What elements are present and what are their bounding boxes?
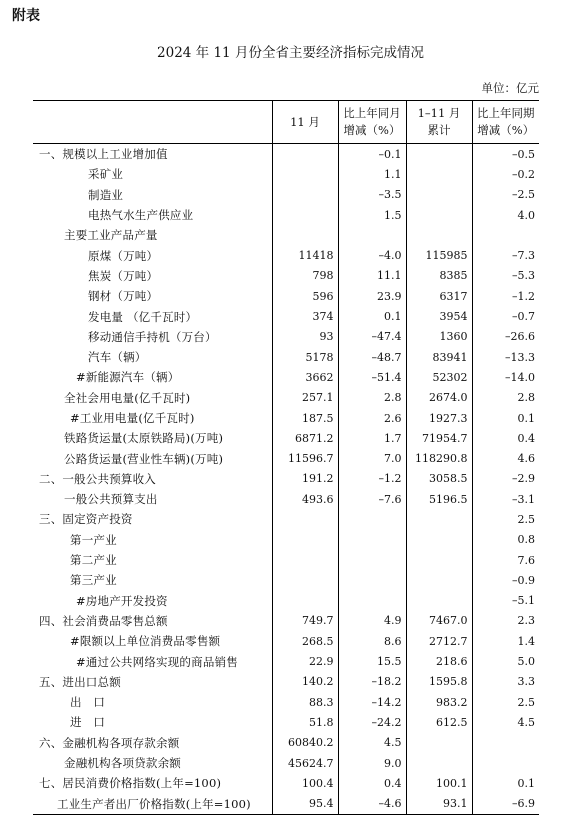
cell-yoy-month: –7.6 <box>338 489 406 509</box>
cell-yoy-month: 2.8 <box>338 388 406 408</box>
row-label: #通过公共网络实现的商品销售 <box>76 654 238 669</box>
row-label: 二、一般公共预算收入 <box>39 471 156 486</box>
cell-cumulative: 5196.5 <box>406 489 472 509</box>
cell-cumulative: 100.1 <box>406 773 472 793</box>
cell-november <box>272 509 338 529</box>
cell-yoy-month: 23.9 <box>338 286 406 306</box>
cell-cumulative <box>406 733 472 753</box>
cell-yoy-month: 11.1 <box>338 266 406 286</box>
cell-cumulative: 118290.8 <box>406 448 472 468</box>
table-row <box>33 489 539 509</box>
cell-cumulative: 115985 <box>406 245 472 265</box>
cell-yoy-period: –0.5 <box>472 144 539 165</box>
table-row <box>33 306 539 326</box>
column-header-line: 累计 <box>427 123 451 137</box>
row-label: 三、固定资产投资 <box>39 512 133 527</box>
cell-yoy-period: 0.8 <box>472 530 539 550</box>
column-header-yoy-period <box>472 101 539 144</box>
cell-yoy-month: 1.1 <box>338 164 406 184</box>
cell-yoy-period: 2.5 <box>472 509 539 529</box>
table-row <box>33 550 539 570</box>
table-row <box>33 672 539 692</box>
cell-cumulative <box>406 550 472 570</box>
row-label: 全社会用电量(亿千瓦时) <box>64 390 191 405</box>
cell-november: 191.2 <box>272 469 338 489</box>
row-label: 第三产业 <box>70 573 117 588</box>
cell-november <box>272 205 338 225</box>
cell-november <box>272 550 338 570</box>
cell-yoy-period <box>472 225 539 245</box>
table-row <box>33 388 539 408</box>
cell-cumulative: 93.1 <box>406 794 472 815</box>
cell-yoy-period: 4.0 <box>472 205 539 225</box>
cell-yoy-period: 0.1 <box>472 408 539 428</box>
cell-november: 596 <box>272 286 338 306</box>
table-row <box>33 631 539 651</box>
row-label: 钢材（万吨） <box>88 289 159 304</box>
cell-cumulative <box>406 591 472 611</box>
cell-yoy-period: 2.3 <box>472 611 539 631</box>
table-row <box>33 712 539 732</box>
cell-yoy-period: –26.6 <box>472 327 539 347</box>
table-row <box>33 347 539 367</box>
table-row <box>33 733 539 753</box>
column-header-line: 增减（%） <box>343 123 401 137</box>
table-row <box>33 327 539 347</box>
row-label: #限额以上单位消费品零售额 <box>70 634 221 649</box>
cell-november <box>272 530 338 550</box>
cell-cumulative: 2712.7 <box>406 631 472 651</box>
row-label: 发电量 （亿千瓦时） <box>88 309 198 324</box>
table-body <box>33 144 539 815</box>
table-header-row <box>33 101 539 144</box>
cell-yoy-period: –7.3 <box>472 245 539 265</box>
cell-yoy-month: –48.7 <box>338 347 406 367</box>
cell-cumulative: 3058.5 <box>406 469 472 489</box>
cell-november: 51.8 <box>272 712 338 732</box>
cell-cumulative <box>406 164 472 184</box>
table-row <box>33 753 539 773</box>
cell-yoy-month: 2.6 <box>338 408 406 428</box>
cell-cumulative <box>406 530 472 550</box>
cell-cumulative: 71954.7 <box>406 428 472 448</box>
cell-cumulative: 612.5 <box>406 712 472 732</box>
cell-cumulative <box>406 753 472 773</box>
cell-yoy-period: –13.3 <box>472 347 539 367</box>
page-title: 2024 年 11 月份全省主要经济指标完成情况 <box>157 45 424 61</box>
row-label: 电热气水生产供应业 <box>88 208 194 223</box>
indicators-table <box>33 100 539 815</box>
row-label: #房地产开发投资 <box>76 593 168 608</box>
cell-november <box>272 570 338 590</box>
cell-november: 22.9 <box>272 651 338 671</box>
row-label: 出 口 <box>70 695 106 710</box>
cell-cumulative: 2674.0 <box>406 388 472 408</box>
cell-november: 493.6 <box>272 489 338 509</box>
row-label: 汽车（辆） <box>88 350 147 365</box>
cell-november: 60840.2 <box>272 733 338 753</box>
table-row <box>33 245 539 265</box>
table-row <box>33 205 539 225</box>
cell-yoy-period: 0.4 <box>472 428 539 448</box>
row-label: 公路货运量(营业性车辆)(万吨) <box>64 451 224 466</box>
table-row <box>33 469 539 489</box>
cell-yoy-period: –2.9 <box>472 469 539 489</box>
column-header-line: 比上年同月 <box>343 106 401 120</box>
cell-yoy-period: 2.8 <box>472 388 539 408</box>
cell-yoy-month: –0.1 <box>338 144 406 165</box>
row-label: 采矿业 <box>88 167 124 182</box>
row-label: 五、进出口总额 <box>39 674 121 689</box>
cell-yoy-month <box>338 591 406 611</box>
cell-yoy-period: 7.6 <box>472 550 539 570</box>
table-row <box>33 164 539 184</box>
cell-november: 45624.7 <box>272 753 338 773</box>
cell-yoy-month: 15.5 <box>338 651 406 671</box>
column-header-november <box>272 101 338 144</box>
column-header-line: 增减（%） <box>477 123 535 137</box>
cell-cumulative <box>406 225 472 245</box>
cell-yoy-period: –2.5 <box>472 185 539 205</box>
cell-yoy-month <box>338 550 406 570</box>
row-label: 焦炭（万吨） <box>88 268 159 283</box>
cell-yoy-month: 0.4 <box>338 773 406 793</box>
cell-yoy-period: –0.7 <box>472 306 539 326</box>
table-row <box>33 611 539 631</box>
row-label: #工业用电量(亿千瓦时) <box>70 411 195 425</box>
row-label: 金融机构各项贷款余额 <box>64 756 181 771</box>
cell-cumulative: 1360 <box>406 327 472 347</box>
cell-november: 187.5 <box>272 408 338 428</box>
cell-yoy-period: –1.2 <box>472 286 539 306</box>
column-header-line: 1–11 月 <box>417 106 461 120</box>
cell-november: 268.5 <box>272 631 338 651</box>
table-row <box>33 408 539 428</box>
cell-yoy-period: –5.1 <box>472 591 539 611</box>
row-label: 一、规模以上工业增加值 <box>39 147 168 162</box>
cell-yoy-period: –5.3 <box>472 266 539 286</box>
cell-yoy-month: –51.4 <box>338 367 406 387</box>
row-label: 铁路货运量(太原铁路局)(万吨) <box>64 431 224 446</box>
cell-yoy-month: 0.1 <box>338 306 406 326</box>
row-label: 第二产业 <box>70 553 117 568</box>
table-row <box>33 448 539 468</box>
cell-november: 6871.2 <box>272 428 338 448</box>
cell-november: 257.1 <box>272 388 338 408</box>
cell-november: 100.4 <box>272 773 338 793</box>
table-row <box>33 692 539 712</box>
cell-yoy-period <box>472 753 539 773</box>
cell-november <box>272 185 338 205</box>
cell-yoy-period: –0.2 <box>472 164 539 184</box>
cell-november: 374 <box>272 306 338 326</box>
row-label: 进 口 <box>70 715 106 730</box>
cell-yoy-period: 3.3 <box>472 672 539 692</box>
cell-november <box>272 164 338 184</box>
cell-yoy-month: –4.0 <box>338 245 406 265</box>
row-label: 七、居民消费价格指数(上年=100) <box>39 776 222 791</box>
table-row <box>33 651 539 671</box>
cell-yoy-month: 8.6 <box>338 631 406 651</box>
table-row <box>33 185 539 205</box>
cell-yoy-period: –3.1 <box>472 489 539 509</box>
cell-yoy-month: –3.5 <box>338 185 406 205</box>
cell-yoy-period: 1.4 <box>472 631 539 651</box>
cell-yoy-month: –47.4 <box>338 327 406 347</box>
cell-cumulative: 6317 <box>406 286 472 306</box>
cell-cumulative: 1927.3 <box>406 408 472 428</box>
cell-cumulative: 1595.8 <box>406 672 472 692</box>
row-label: 制造业 <box>88 187 124 202</box>
cell-cumulative <box>406 205 472 225</box>
table-row <box>33 773 539 793</box>
cell-november <box>272 144 338 165</box>
cell-yoy-period: –14.0 <box>472 367 539 387</box>
cell-cumulative: 983.2 <box>406 692 472 712</box>
cell-november <box>272 591 338 611</box>
cell-yoy-period: 4.6 <box>472 448 539 468</box>
cell-november: 140.2 <box>272 672 338 692</box>
cell-yoy-month: 1.5 <box>338 205 406 225</box>
row-label: 第一产业 <box>70 532 117 547</box>
row-label: #新能源汽车（辆） <box>76 370 180 385</box>
cell-yoy-month: –4.6 <box>338 794 406 815</box>
cell-yoy-month <box>338 530 406 550</box>
cell-november: 11596.7 <box>272 448 338 468</box>
cell-november: 95.4 <box>272 794 338 815</box>
row-label: 四、社会消费品零售总额 <box>39 613 168 628</box>
cell-yoy-period: –0.9 <box>472 570 539 590</box>
cell-yoy-month: 7.0 <box>338 448 406 468</box>
cell-yoy-month <box>338 570 406 590</box>
column-header-line: 11 月 <box>290 114 320 129</box>
cell-november: 3662 <box>272 367 338 387</box>
row-label: 一般公共预算支出 <box>64 492 158 507</box>
table-row <box>33 570 539 590</box>
cell-cumulative <box>406 144 472 165</box>
cell-cumulative <box>406 509 472 529</box>
table-row <box>33 367 539 387</box>
cell-november: 93 <box>272 327 338 347</box>
cell-yoy-month: 1.7 <box>338 428 406 448</box>
cell-yoy-month: –18.2 <box>338 672 406 692</box>
cell-yoy-month <box>338 509 406 529</box>
row-label: 六、金融机构各项存款余额 <box>39 735 180 750</box>
table-row <box>33 509 539 529</box>
row-label: 主要工业产品产量 <box>64 228 158 243</box>
column-header-yoy-month <box>338 101 406 144</box>
appendix-label: 附表 <box>12 8 40 24</box>
cell-cumulative <box>406 185 472 205</box>
cell-november: 88.3 <box>272 692 338 712</box>
table-row <box>33 286 539 306</box>
cell-yoy-period: 2.5 <box>472 692 539 712</box>
cell-november: 798 <box>272 266 338 286</box>
row-label: 工业生产者出厂价格指数(上年=100) <box>57 796 251 811</box>
table-row <box>33 144 539 165</box>
cell-november: 11418 <box>272 245 338 265</box>
cell-november <box>272 225 338 245</box>
cell-cumulative: 3954 <box>406 306 472 326</box>
column-header-cumulative <box>406 101 472 144</box>
column-header-line: 比上年同期 <box>477 106 535 120</box>
cell-yoy-period: –6.9 <box>472 794 539 815</box>
row-label: 移动通信手持机（万台） <box>88 329 217 344</box>
column-header-indicator <box>33 101 272 144</box>
row-label: 原煤（万吨） <box>88 248 159 263</box>
table-row <box>33 530 539 550</box>
cell-yoy-month <box>338 225 406 245</box>
table-row <box>33 225 539 245</box>
cell-cumulative: 83941 <box>406 347 472 367</box>
cell-cumulative: 7467.0 <box>406 611 472 631</box>
cell-yoy-period <box>472 733 539 753</box>
table-row <box>33 591 539 611</box>
table-row <box>33 428 539 448</box>
cell-cumulative: 52302 <box>406 367 472 387</box>
cell-cumulative: 8385 <box>406 266 472 286</box>
cell-yoy-period: 0.1 <box>472 773 539 793</box>
cell-yoy-month: –14.2 <box>338 692 406 712</box>
cell-yoy-month: –24.2 <box>338 712 406 732</box>
cell-yoy-month: –1.2 <box>338 469 406 489</box>
cell-cumulative: 218.6 <box>406 651 472 671</box>
cell-yoy-period: 4.5 <box>472 712 539 732</box>
cell-yoy-month: 4.5 <box>338 733 406 753</box>
cell-november: 5178 <box>272 347 338 367</box>
unit-label: 单位：亿元 <box>481 81 539 95</box>
cell-november: 749.7 <box>272 611 338 631</box>
table-row <box>33 794 539 815</box>
cell-yoy-period: 5.0 <box>472 651 539 671</box>
table-row <box>33 266 539 286</box>
cell-yoy-month: 9.0 <box>338 753 406 773</box>
cell-cumulative <box>406 570 472 590</box>
cell-yoy-month: 4.9 <box>338 611 406 631</box>
